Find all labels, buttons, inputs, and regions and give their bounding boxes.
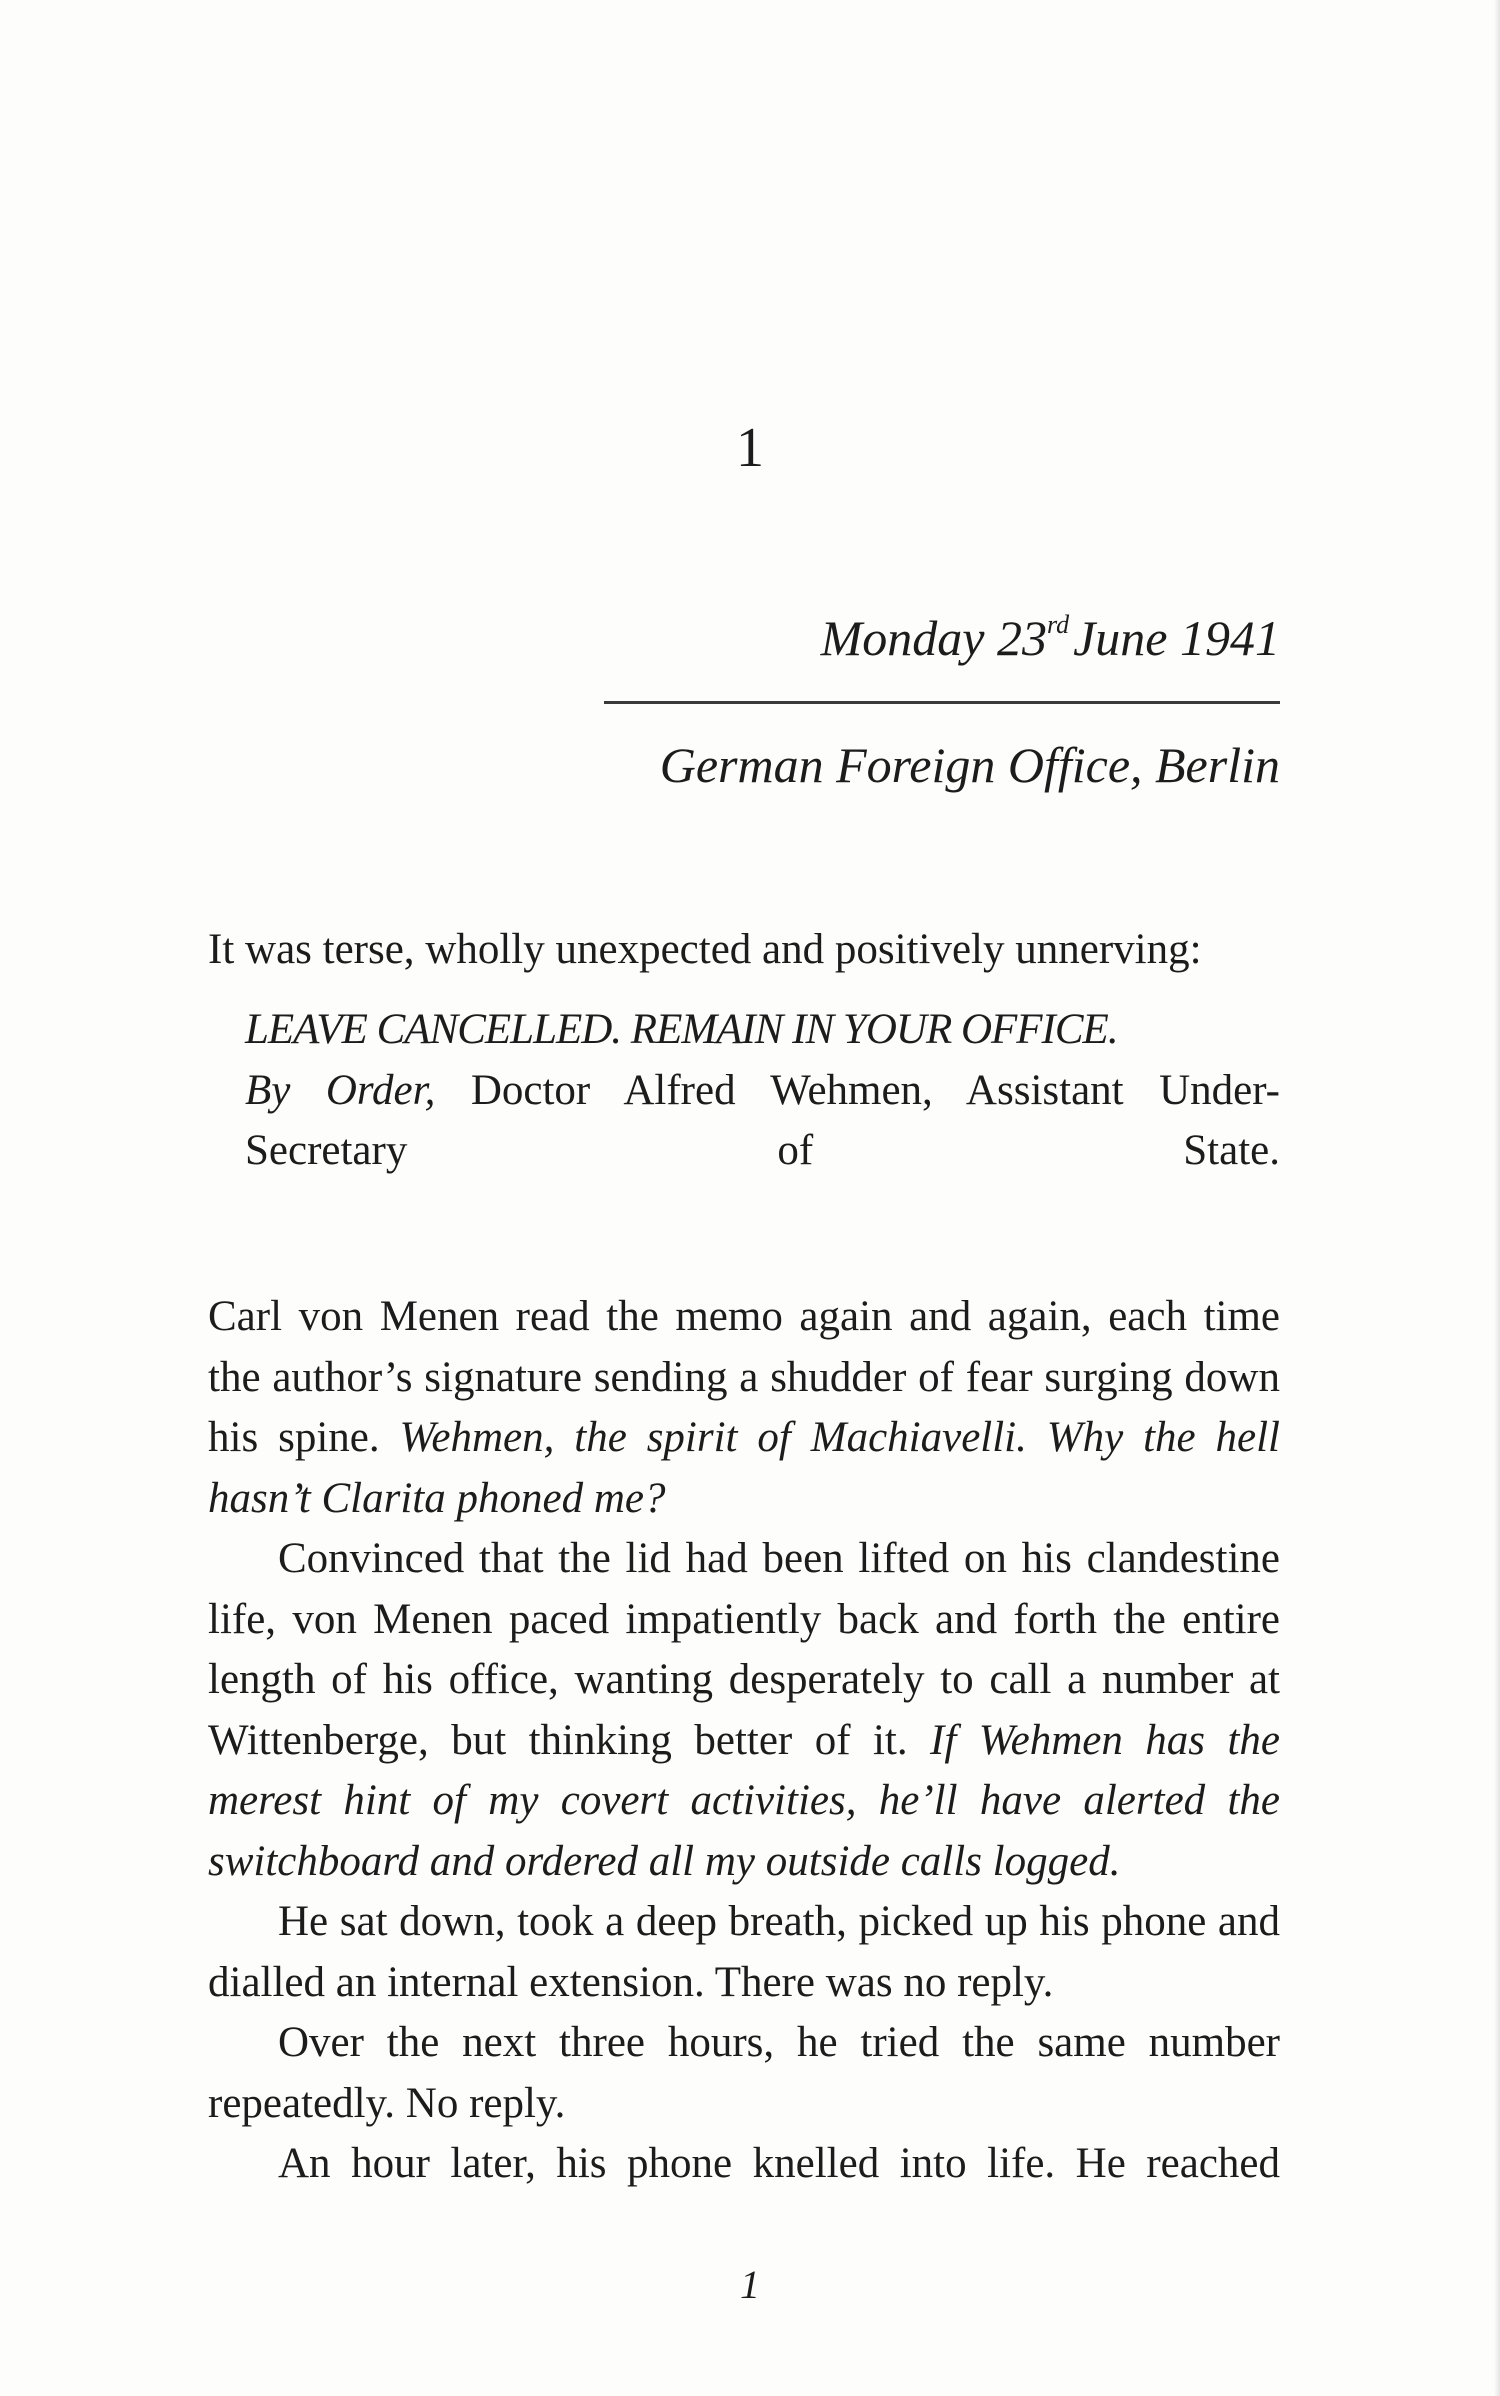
paragraph-1 bbox=[208, 1287, 1280, 1529]
date-ordinal-suffix: rd bbox=[1046, 610, 1070, 639]
paragraph-2 bbox=[208, 1529, 1280, 1892]
chapter-date bbox=[820, 610, 1280, 666]
page-number: 1 bbox=[740, 2262, 760, 2307]
chapter-location: German Foreign Office, Berlin bbox=[659, 737, 1280, 793]
memo-by-order: By Order, bbox=[245, 1066, 436, 1114]
body-text bbox=[208, 1287, 1280, 2195]
memo-caps-line: LEAVE CANCELLED. REMAIN IN YOUR OFFICE. bbox=[245, 1006, 1118, 1053]
chapter-number: 1 bbox=[736, 417, 764, 479]
memo-block bbox=[245, 1000, 1280, 1182]
paragraph-2-text: Convinced that the lid had been lifted on his clandestine life, von Menen paced impatiently back and forth the entire length of his office, wanting desperately to call a number at Wittenberge, but thinking better of it. bbox=[208, 1535, 1280, 1764]
heading-divider bbox=[604, 701, 1280, 704]
date-suffix: June 1941 bbox=[1073, 610, 1280, 666]
memo-signature: Doctor Alfred Wehmen, Assistant Under-Secretary of State. bbox=[245, 1066, 1281, 1174]
paragraph-5: An hour later, his phone knelled into life. He reached bbox=[278, 2140, 1280, 2187]
paragraph-1-text: Carl von Menen read the memo again and again, each time the author’s signature sending a shudder of fear surging down his spine. bbox=[208, 1293, 1280, 1461]
intro-line: It was terse, wholly unexpected and positively unnerving: bbox=[208, 926, 1202, 973]
date-prefix: Monday 23 bbox=[820, 610, 1047, 666]
intro-text bbox=[208, 920, 1280, 981]
page-edge-shadow bbox=[1494, 0, 1500, 2396]
paragraph-1-thought: Wehmen, the spirit of Machiavelli. Why the hell hasn’t Clarita phoned me? bbox=[208, 1414, 1280, 1522]
memo-signature-block bbox=[245, 1061, 1280, 1182]
paragraph-2-thought: If Wehmen has the merest hint of my covert activities, he’ll have alerted the switchboard and ordered all my outside calls logged. bbox=[208, 1716, 1280, 1885]
paragraph-3: He sat down, took a deep breath, picked up his phone and dialled an internal extension. There was no reply. bbox=[208, 1898, 1280, 2006]
paragraph-4: Over the next three hours, he tried the same number repeatedly. No reply. bbox=[208, 2019, 1280, 2127]
